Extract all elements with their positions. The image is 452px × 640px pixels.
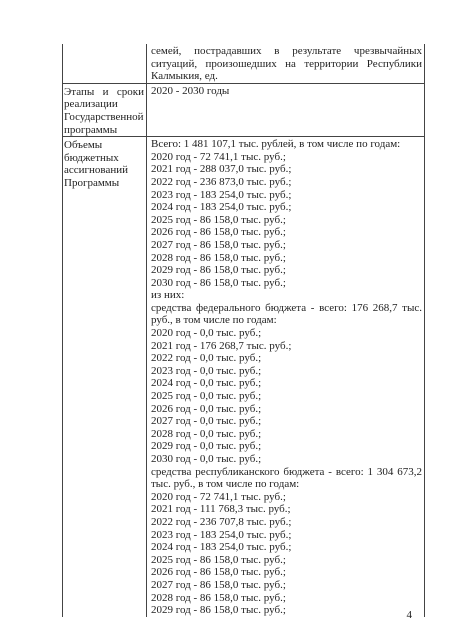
budget-line: 2024 год - 0,0 тыс. руб.;	[151, 377, 262, 390]
budget-label-cell	[63, 137, 147, 617]
budget-line: 2020 год - 72 741,1 тыс. руб.;	[151, 490, 286, 503]
budget-line: Всего: 1 481 107,1 тыс. рублей, в том числе по годам:	[151, 138, 401, 151]
budget-line: 2028 год - 86 158,0 тыс. руб.;	[151, 591, 286, 604]
budget-label-line: бюджетных	[64, 151, 119, 164]
budget-line: тыс. руб., в том числе по годам:	[151, 478, 300, 491]
budget-line: средства республиканского бюджета - всего: 1 304 673,2	[151, 465, 422, 478]
intro-line: ситуаций, произошедших на территории Республики	[151, 57, 422, 70]
budget-label-line: ассигнований	[64, 164, 129, 177]
budget-line: 2020 год - 0,0 тыс. руб.;	[151, 327, 262, 340]
budget-line: 2028 год - 0,0 тыс. руб.;	[151, 427, 262, 440]
budget-line: 2026 год - 0,0 тыс. руб.;	[151, 402, 262, 415]
budget-line: 2028 год - 86 158,0 тыс. руб.;	[151, 251, 286, 264]
page-number: 4	[406, 609, 412, 621]
stages-label-line: реализации	[64, 98, 118, 111]
budget-line: средства федерального бюджета - всего: 176 268,7 тыс.	[151, 301, 422, 314]
stages-label-line: Этапы и сроки	[64, 85, 144, 98]
stages-label-line: Государственной	[64, 110, 144, 123]
budget-line: 2022 год - 236 873,0 тыс. руб.;	[151, 175, 292, 188]
budget-line: 2027 год - 86 158,0 тыс. руб.;	[151, 578, 286, 591]
passport-table	[62, 44, 425, 617]
budget-line: 2029 год - 0,0 тыс. руб.;	[151, 440, 262, 453]
budget-line: 2030 год - 0,0 тыс. руб.;	[151, 453, 262, 465]
budget-line: 2027 год - 0,0 тыс. руб.;	[151, 415, 262, 428]
budget-line: руб., в том числе по годам:	[151, 314, 277, 327]
budget-line: 2023 год - 183 254,0 тыс. руб.;	[151, 188, 292, 201]
stages-value-cell	[147, 84, 424, 136]
budget-line: 2026 год - 86 158,0 тыс. руб.;	[151, 226, 286, 239]
budget-line: 2022 год - 0,0 тыс. руб.;	[151, 352, 262, 365]
budget-line: 2025 год - 86 158,0 тыс. руб.;	[151, 553, 286, 566]
budget-line: 2021 год - 176 268,7 тыс. руб.;	[151, 339, 292, 352]
budget-line: 2020 год - 72 741,1 тыс. руб.;	[151, 150, 286, 163]
intro-label-cell	[63, 44, 147, 83]
budget-line: 2024 год - 183 254,0 тыс. руб.;	[151, 541, 292, 554]
budget-line: 2030 год - 86 158,0 тыс. руб.;	[151, 276, 286, 289]
budget-line: 2025 год - 86 158,0 тыс. руб.;	[151, 213, 286, 226]
budget-value-cell	[147, 137, 424, 617]
budget-line: 2029 год - 86 158,0 тыс. руб.;	[151, 604, 286, 617]
stages-label-cell	[63, 84, 147, 136]
intro-line: Калмыкия, ед.	[151, 70, 218, 83]
budget-line: 2024 год - 183 254,0 тыс. руб.;	[151, 201, 292, 214]
budget-line: 2026 год - 86 158,0 тыс. руб.;	[151, 566, 286, 579]
table-row-budget	[63, 137, 424, 617]
budget-line: 2025 год - 0,0 тыс. руб.;	[151, 390, 262, 403]
budget-label-line: Объемы	[64, 139, 103, 152]
table-row-stages	[63, 84, 424, 137]
budget-line: 2029 год - 86 158,0 тыс. руб.;	[151, 264, 286, 277]
budget-line: 2023 год - 183 254,0 тыс. руб.;	[151, 528, 292, 541]
stages-label-line: программы	[64, 123, 118, 136]
budget-line: 2027 год - 86 158,0 тыс. руб.;	[151, 238, 286, 251]
budget-line: 2021 год - 288 037,0 тыс. руб.;	[151, 163, 292, 176]
budget-label-line: Программы	[64, 176, 120, 189]
budget-line: 2022 год - 236 707,8 тыс. руб.;	[151, 515, 292, 528]
intro-line: семей, пострадавших в результате чрезвычайных	[151, 45, 422, 57]
budget-line: 2023 год - 0,0 тыс. руб.;	[151, 364, 262, 377]
intro-value-cell	[147, 44, 424, 83]
stages-value: 2020 - 2030 годы	[151, 84, 230, 97]
budget-line: из них:	[151, 289, 185, 302]
table-row-intro	[63, 44, 424, 84]
budget-line: 2021 год - 111 768,3 тыс. руб.;	[151, 503, 291, 516]
